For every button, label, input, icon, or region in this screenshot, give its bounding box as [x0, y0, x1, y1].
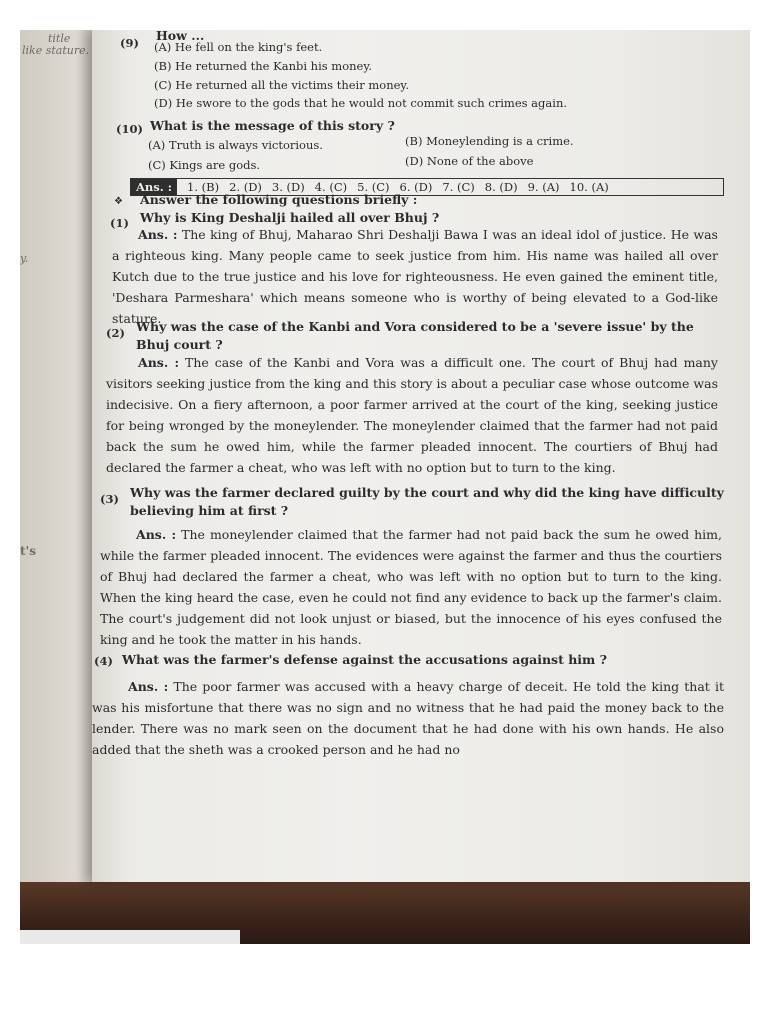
question-number: (10) [116, 122, 143, 136]
question-text: Why was the farmer declared guilty by the court and why did the king have difficulty believing him at first ? [130, 485, 724, 518]
answer-item: 8. (D) [484, 180, 518, 194]
answer-item: 5. (C) [357, 180, 390, 194]
answer-lead: Ans. : [138, 355, 180, 370]
answer-text: The case of the Kanbi and Vora was a difficult one. The court of Bhuj had many visitors seeking justice from the king and this story is about a peculiar case whose outcome was indecisive. On a fiery afternoon, a poor farmer arrived at the court of the king, seeking justice for being wronged by the moneylender. The moneylender claimed that the farmer had not paid back the sum he owed him, while the farmer pleaded innocent. The courtiers of Bhuj had declared the farmer a cheat, who was left with no option but to turn to the king. [106, 355, 718, 475]
question-text: What is the message of this story ? [150, 118, 395, 133]
question-text: Why is King Deshalji hailed all over Bhuj ? [140, 210, 440, 225]
section-heading: Answer the following questions briefly : [140, 192, 418, 207]
answer-key-label: Ans. : [131, 179, 177, 195]
answer-item: 1. (B) [187, 180, 220, 194]
option-text: (D) He swore to the gods that he would not commit such crimes again. [154, 96, 568, 110]
question-text: What was the farmer's defense against the accusations against him ? [122, 652, 607, 667]
answer-text: The king of Bhuj, Maharao Shri Deshalji Bawa I was an ideal idol of justice. He was a righteous king. Many people came to seek justice from him. His name was hailed all over Kutch due to the true justice and his love for righteousness. He even gained the eminent title, 'Deshara Parmeshara' which means someone who is worthy of being elevated to a God-like stature. [112, 227, 718, 326]
question-number: (1) [110, 216, 129, 230]
answer-item: 3. (D) [271, 180, 305, 194]
question-number: (4) [94, 654, 113, 668]
option-text: (A) Truth is always victorious. [148, 138, 323, 152]
left-page-fragment: t's [20, 544, 36, 558]
left-page-fragment: title [48, 32, 71, 45]
answer-item: 4. (C) [314, 180, 348, 194]
diamond-bullet-icon: ❖ [114, 196, 123, 207]
answer-item: 7. (C) [442, 180, 475, 194]
option-text: (A) He fell on the king's feet. [154, 40, 323, 54]
question-number: (3) [100, 492, 119, 506]
white-surface [20, 930, 240, 944]
answer-item: 2. (D) [229, 180, 262, 194]
answer-paragraph [100, 524, 722, 650]
option-text: (B) He returned the Kanbi his money. [154, 59, 372, 73]
answer-item: 6. (D) [399, 180, 433, 194]
answer-paragraph [112, 224, 718, 329]
answer-item: 9. (A) [527, 180, 560, 194]
book-photo [20, 30, 750, 944]
book-page [92, 30, 750, 882]
option-text: (C) He returned all the victims their money. [154, 78, 410, 92]
answer-lead: Ans. : [128, 679, 169, 694]
question-number: (9) [120, 36, 139, 50]
answer-text: The moneylender claimed that the farmer had not paid back the sum he owed him, while the farmer pleaded innocent. The evidences were against the farmer and thus the courtiers of Bhuj had declared the farmer a cheat, who was left with no option but to turn to the king. When the king heard the case, even he could not find any evidence to back up the farmer's claim. The court's judgement did not look unjust or biased, but the innocence of his eyes confused the king and he took the matter in his hands. [100, 527, 722, 647]
answer-lead: Ans. : [138, 227, 178, 242]
answer-paragraph [92, 676, 724, 760]
left-page-fragment: like stature. [22, 44, 90, 57]
answer-lead: Ans. : [136, 527, 177, 542]
question-text: How ... [156, 30, 205, 43]
option-text: (D) None of the above [405, 154, 534, 168]
answer-item: 10. (A) [569, 180, 609, 194]
option-text: (C) Kings are gods. [148, 158, 261, 172]
answer-text: The poor farmer was accused with a heavy charge of deceit. He told the king that it was his misfortune that there was no sign and no witness that he had paid the money back to the lender. There was no mark seen on the document that he had done with his own hands. He also added that the sheth was a crooked person and he had no [92, 679, 724, 757]
question-text: Why was the case of the Kanbi and Vora considered to be a 'severe issue' by the Bhuj court ? [136, 319, 694, 352]
answer-paragraph [106, 352, 718, 478]
option-text: (B) Moneylending is a crime. [405, 134, 574, 148]
question-number: (2) [106, 326, 125, 340]
left-page-fragment: y. [20, 252, 29, 265]
left-page [20, 30, 100, 882]
